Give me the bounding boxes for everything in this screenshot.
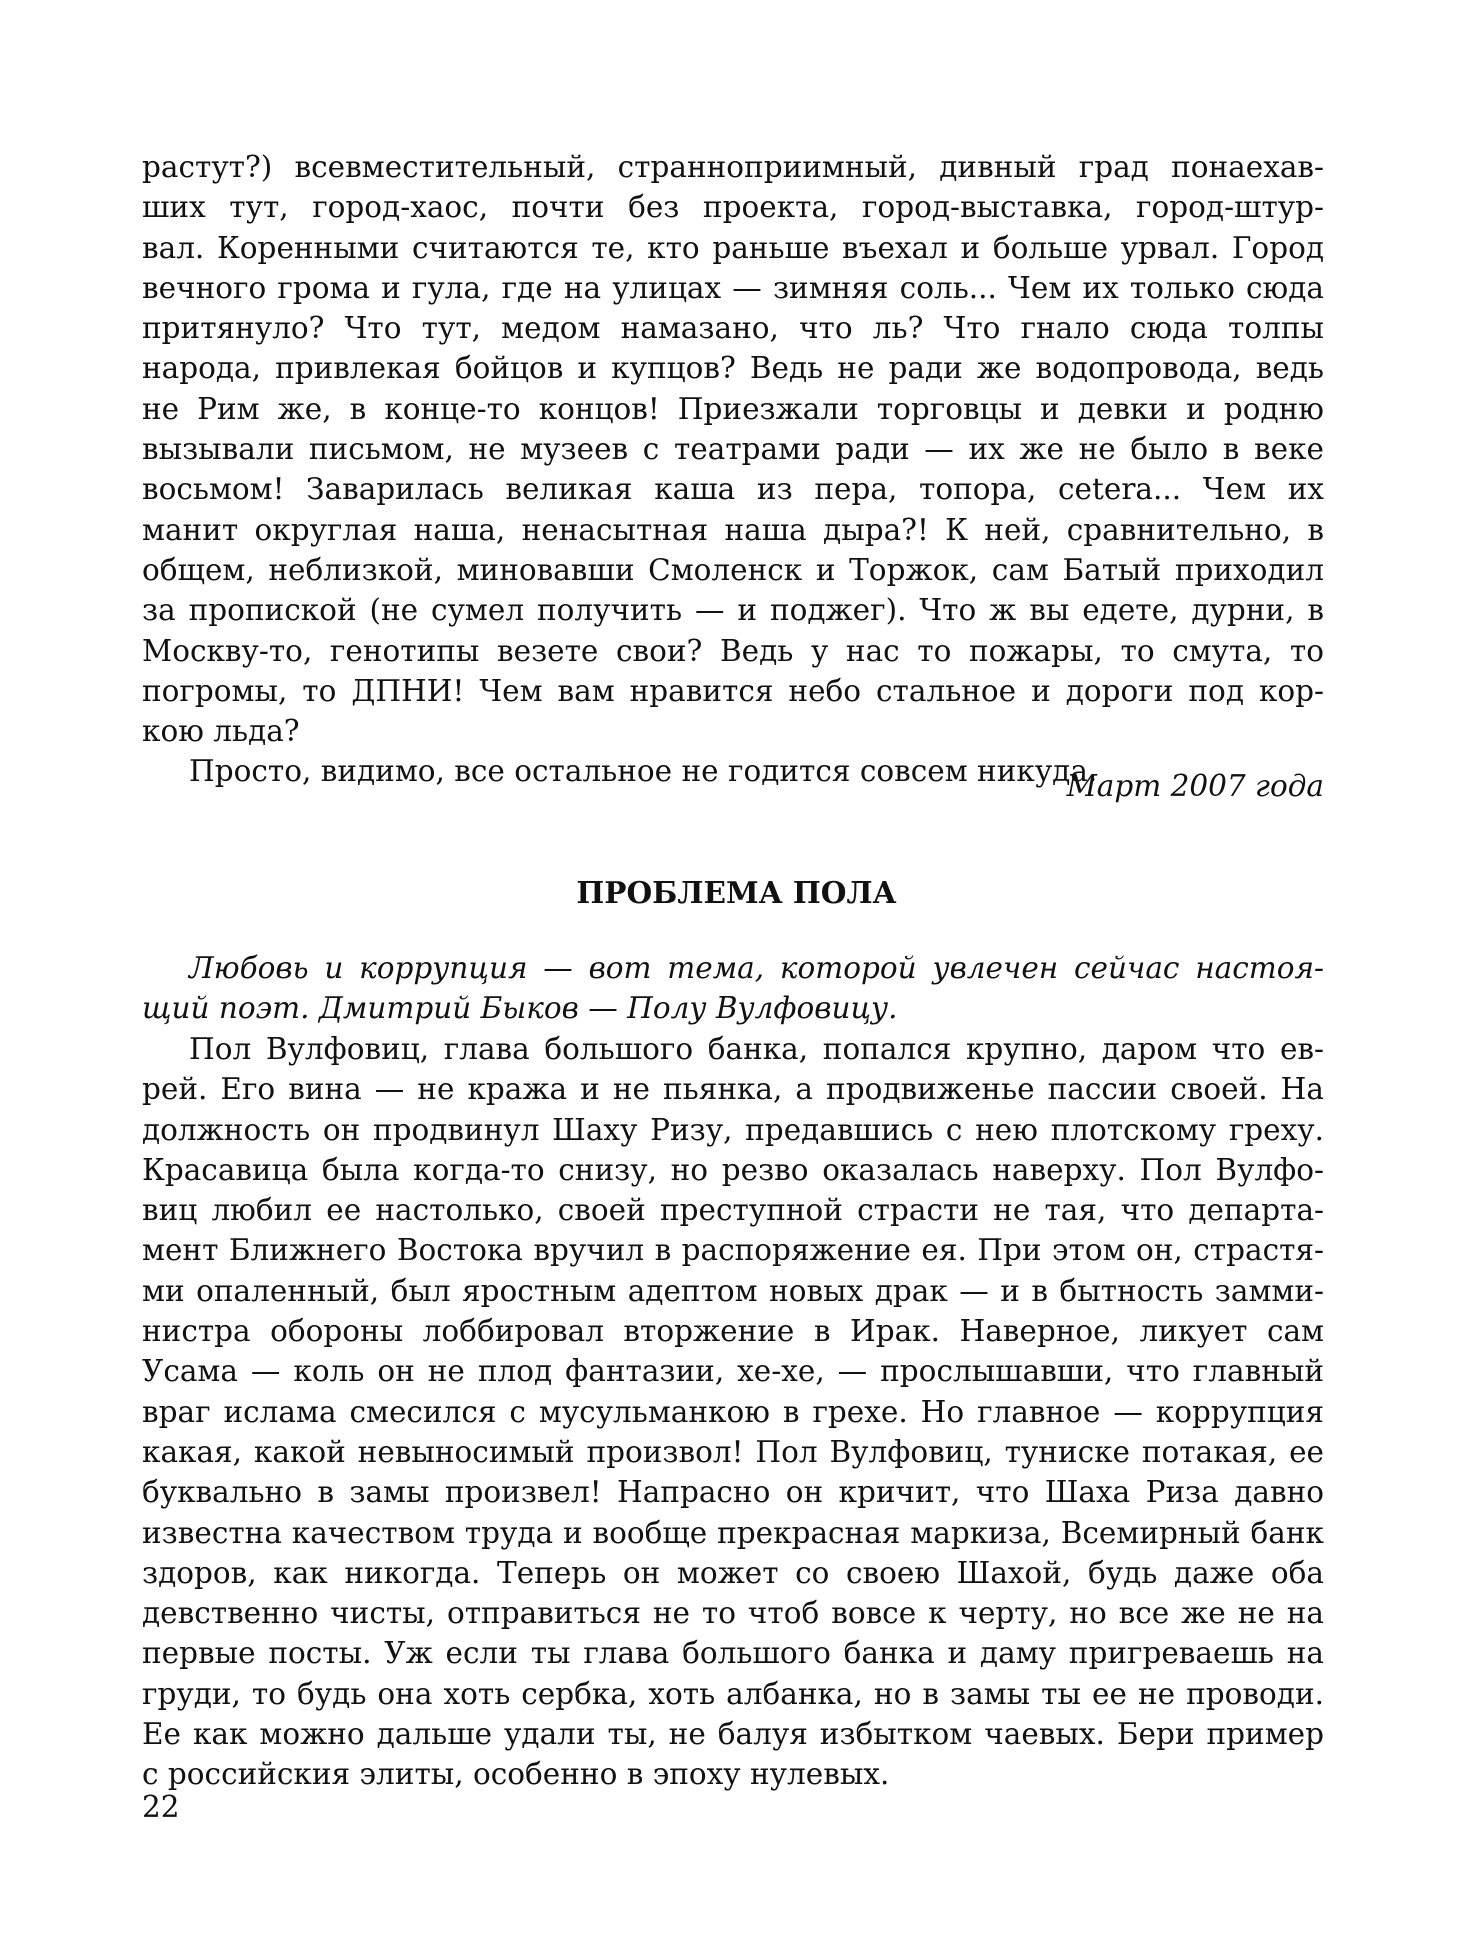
section-heading: ПРОБЛЕМА ПОЛА [576, 875, 897, 910]
text-line: груди, то будь она хоть сербка, хоть албанка, но в замы ты ее не проводи. [142, 1676, 1324, 1711]
text-line: вал. Коренными считаются те, кто раньше въехал и больше урвал. Город [142, 230, 1324, 265]
text-line: Ее как можно дальше удали ты, не балуя избытком чаевых. Бери пример [142, 1717, 1324, 1752]
text-line: ших тут, город-хаос, почти без проекта, город-выставка, город-штур- [142, 190, 1324, 225]
text-line: буквально в замы произвел! Напрасно он кричит, что Шаха Риза давно [142, 1475, 1324, 1510]
text-line: растут?) всевместительный, странноприимный, дивный град понаехав- [142, 150, 1324, 184]
text-line: какая, какой невыносимый произвол! Пол Вулфовиц, туниске потакая, ее [142, 1434, 1324, 1469]
text-line: кою льда? [142, 714, 300, 749]
text-line: Пол Вулфовиц, глава большого банка, попался крупно, даром что ев- [189, 1032, 1324, 1066]
text-line: притянуло? Что тут, медом намазано, что ль? Что гнало сюда толпы [142, 311, 1324, 346]
text-line: Москву-то, генотипы везете свои? Ведь у нас то пожары, то смута, то [142, 633, 1324, 668]
text-line: девственно чисты, отправиться не то чтоб вовсе к черту, но все же не на [142, 1596, 1324, 1631]
text-line: вызывали письмом, не музеев с театрами ради — их же не было в веке [142, 432, 1324, 467]
text-line: враг ислама смесился с мусульманкою в грехе. Но главное — коррупция [142, 1394, 1324, 1429]
text-line: ми опаленный, был яростным адептом новых драк — и в бытность замми- [142, 1273, 1324, 1308]
text-line: восьмом! Заварилась великая каша из пера, топора, cetera... Чем их [142, 472, 1324, 507]
text-line: общем, неблизкой, миновавши Смоленск и Торжок, сам Батый приходил [142, 552, 1324, 587]
text-line: с российския элиты, особенно в эпоху нулевых. [142, 1757, 890, 1792]
poem-date: Март 2007 года [1066, 769, 1324, 803]
epigraph [142, 948, 1324, 1029]
text-line: мент Ближнего Востока вручил в распоряжение ея. При этом он, страстя- [142, 1233, 1324, 1268]
text-line: манит округлая наша, ненасытная наша дыра?! К ней, сравнительно, в [142, 512, 1324, 547]
text-line: Усама — коль он не плод фантазии, хе-хе, — прослышавши, что главный [142, 1354, 1324, 1389]
text-line: первые посты. Уж если ты глава большого банка и даму пригреваешь на [142, 1636, 1324, 1671]
text-line: должность он продвинул Шаху Ризу, предавшись с нею плотскому греху. [142, 1112, 1324, 1147]
text-line: здоров, как никогда. Теперь он может со своею Шахой, будь даже оба [142, 1555, 1324, 1590]
text-line: за пропиской (не сумел получить — и поджег). Что ж вы едете, дурни, в [142, 593, 1324, 628]
text-line: рей. Его вина — не кража и не пьянка, а продвиженье пассии своей. На [142, 1072, 1324, 1107]
text-line: виц любил ее настолько, своей преступной страсти не тая, что департа- [142, 1193, 1324, 1228]
text-line: Красавица была когда-то снизу, но резво оказалась наверху. Пол Вулфо- [142, 1152, 1324, 1187]
text-line: не Рим же, в конце-то концов! Приезжали торговцы и девки и родню [142, 391, 1324, 426]
text-line: нистра обороны лоббировал вторжение в Ирак. Наверное, ликует сам [142, 1314, 1324, 1349]
epigraph-line: Любовь и коррупция — вот тема, которой увлечен сейчас настоя- [189, 951, 1324, 985]
page-number: 22 [142, 1790, 180, 1824]
text-line: известна качеством труда и вообще прекрасная маркиза, Всемирный банк [142, 1515, 1324, 1550]
text-line: погромы, то ДПНИ! Чем вам нравится небо стальное и дороги под кор- [142, 673, 1324, 708]
epigraph-line: щий поэт. Дмитрий Быков — Полу Вулфовицу. [142, 991, 898, 1026]
poem-continuation [142, 147, 1324, 792]
text-line: народа, привлекая бойцов и купцов? Ведь не ради же водопровода, ведь [142, 351, 1324, 386]
closing-line: Просто, видимо, все остальное не годится совсем никуда. [189, 754, 1098, 789]
body-text [142, 1029, 1324, 1795]
text-line: вечного грома и гула, где на улицах — зимняя соль... Чем их только сюда [142, 270, 1324, 305]
